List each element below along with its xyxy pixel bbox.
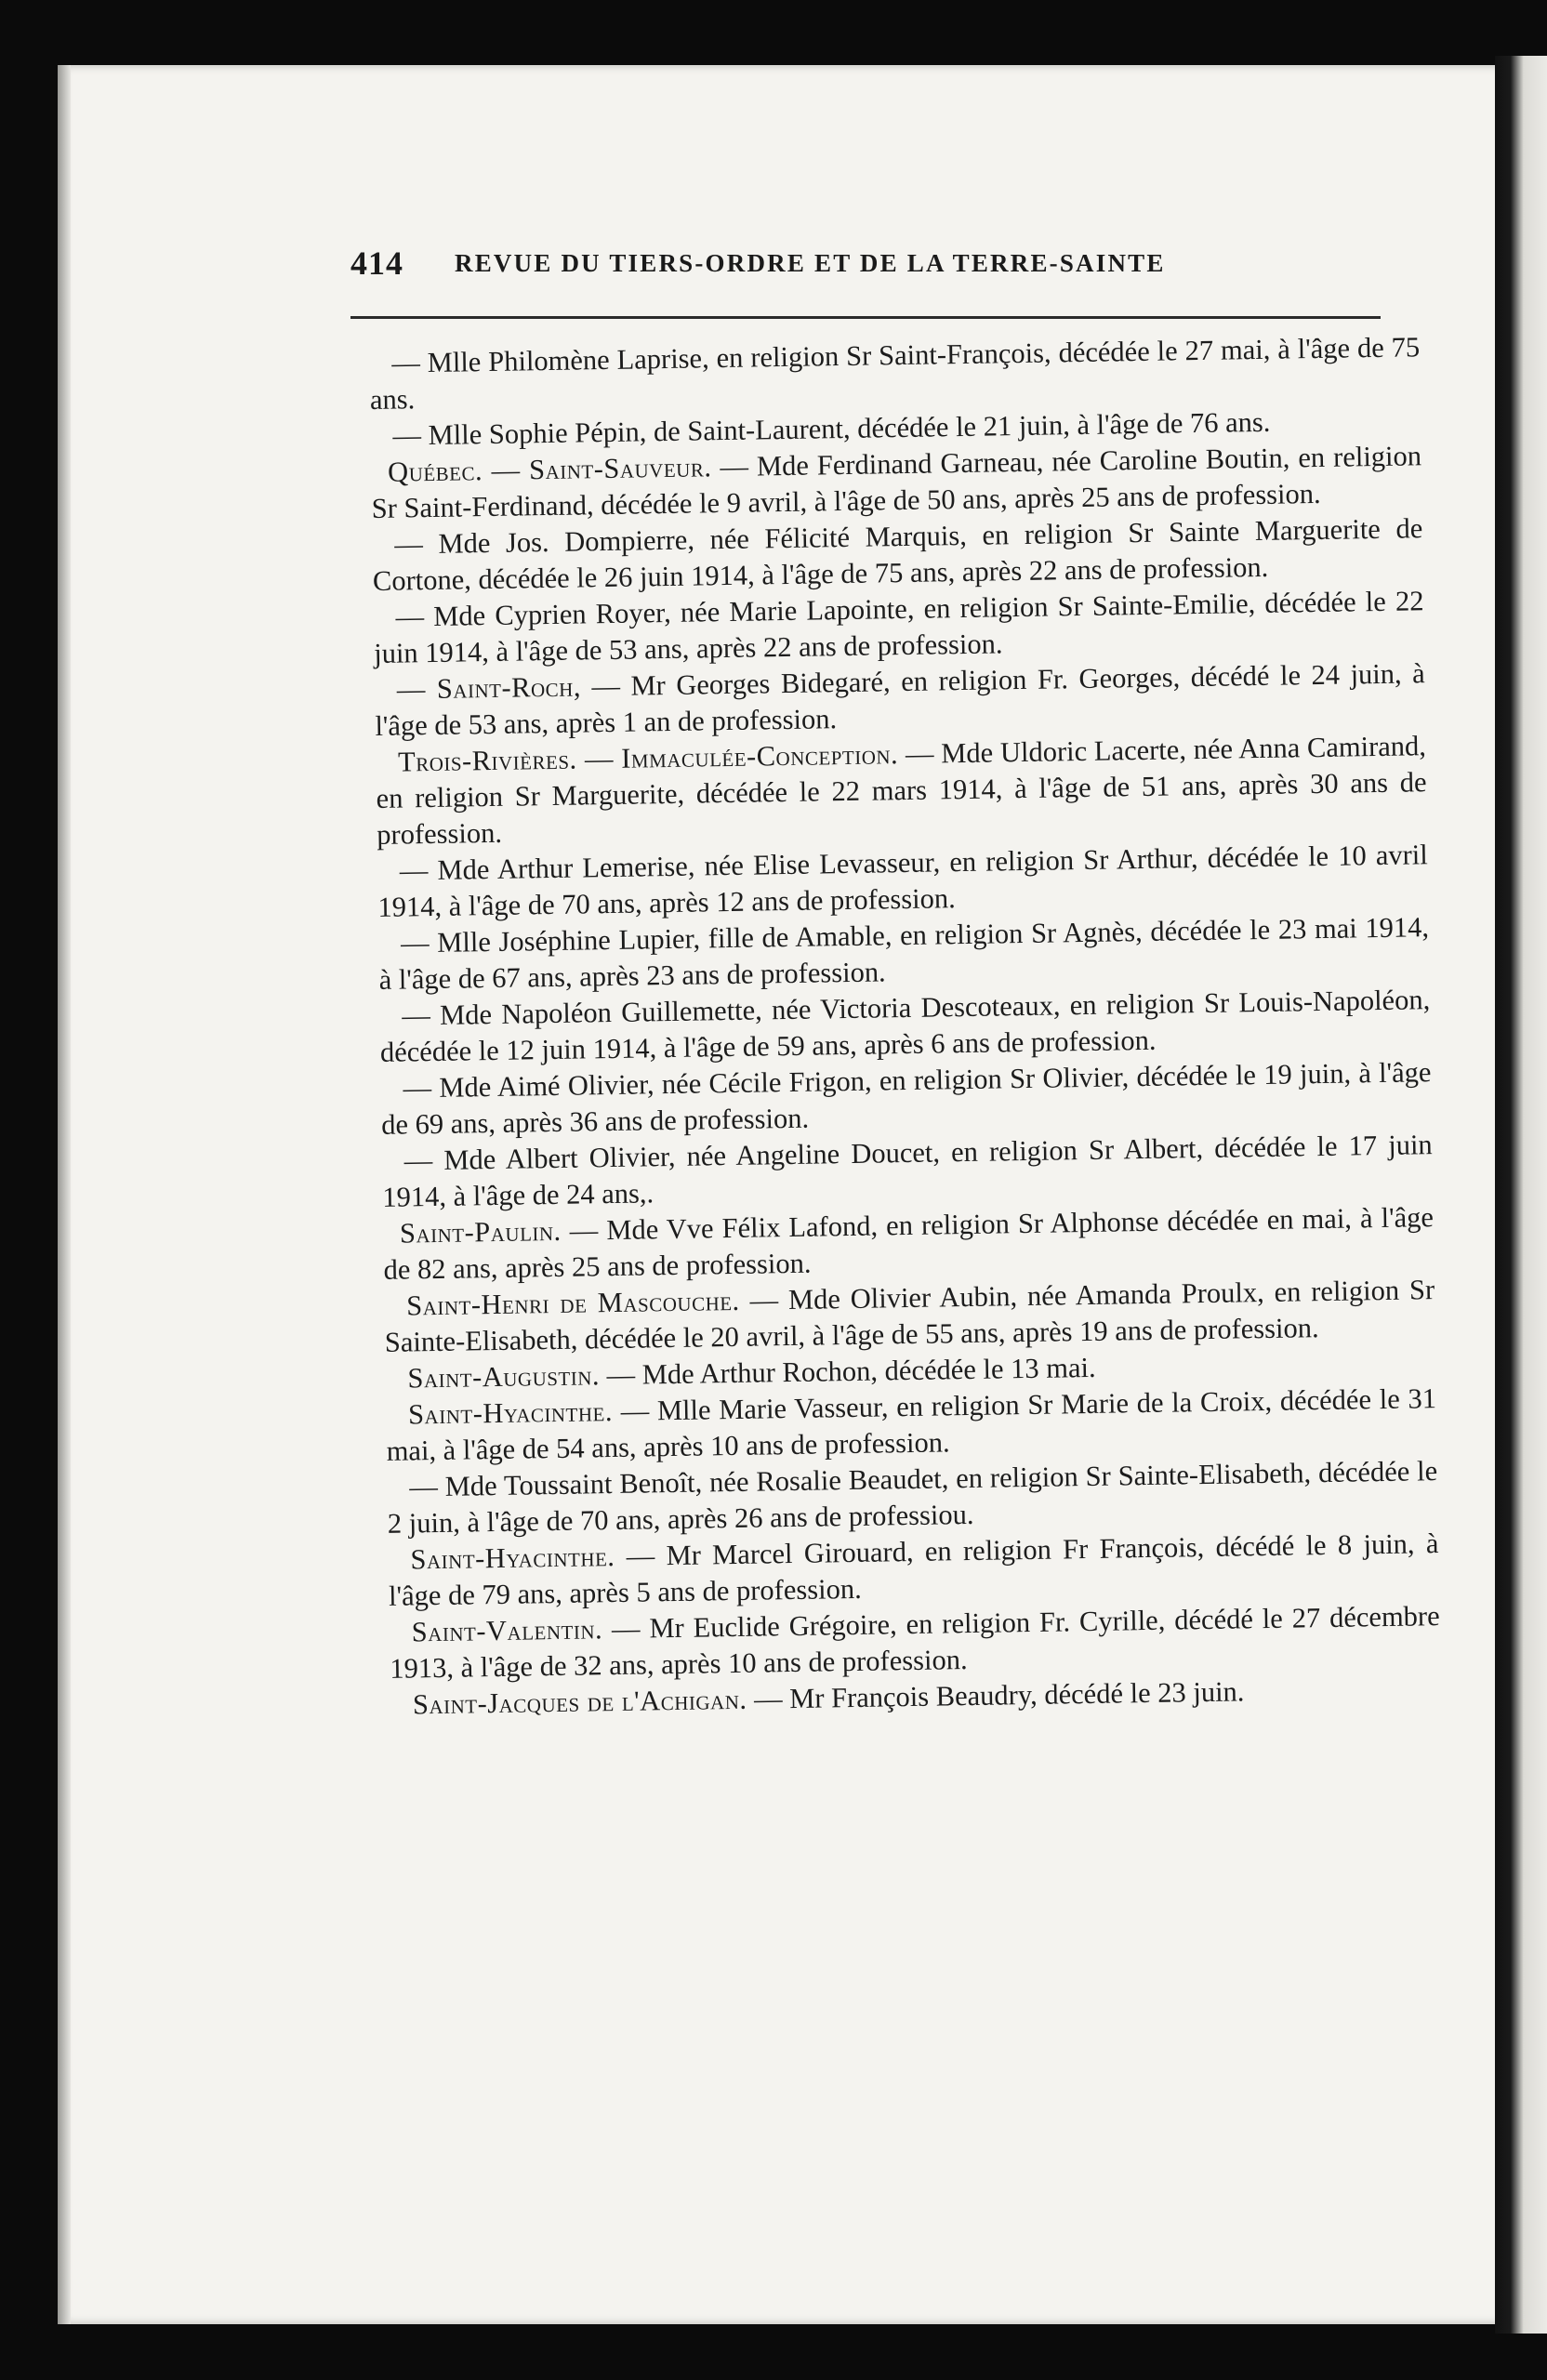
entry-text: — Mde Arthur Lemerise, née Elise Levasseur, en religion Sr Arthur, décédée le 10 avril 1914, à l'âge de 70 ans, après 12 ans de profession.	[377, 839, 1429, 923]
entry-text: — Mlle Sophie Pépin, de Saint-Laurent, décédée le 21 juin, à l'âge de 76 ans.	[392, 405, 1271, 452]
entry-place: Saint-Paulin.	[399, 1214, 562, 1250]
next-page-edge	[1495, 56, 1547, 2334]
body-text	[369, 329, 1441, 1724]
entry-place: Saint-Valentin.	[411, 1613, 603, 1648]
entry-text: — Mr François Beaudry, décédé le 23 juin.	[747, 1675, 1245, 1715]
entry-text: — Mde Aimé Olivier, née Cécile Frigon, en religion Sr Olivier, décédée le 19 juin, à l'âge de 69 ans, après 36 ans de profession.	[380, 1056, 1432, 1141]
entry-place: Saint-Jacques de l'Achigan.	[412, 1683, 747, 1721]
entry-text: — Mde Olivier Aubin, née Amanda Proulx, en religion Sr Sainte-Elisabeth, décédée le 20 avril, à l'âge de 55 ans, après 19 ans de profession.	[384, 1274, 1435, 1358]
entry-text: — Mde Vve Félix Lafond, en religion Sr Alphonse décédée en mai, à l'âge de 82 ans, après 25 ans de profession.	[383, 1201, 1435, 1286]
entry-text: — Mlle Joséphine Lupier, fille de Amable, en religion Sr Agnès, décédée le 23 mai 1914, à l'âge de 67 ans, après 23 ans de profession.	[378, 911, 1430, 996]
page-number: 414	[350, 245, 403, 282]
page-edge	[58, 65, 71, 2324]
entry-text: — Mde Albert Olivier, née Angeline Doucet, en religion Sr Albert, décédée le 17 juin 1914, à l'âge de 24 ans,.	[382, 1129, 1433, 1213]
entry-place: Saint-Hyacinthe.	[407, 1395, 614, 1431]
entry-place: Saint-Hyacinthe.	[410, 1540, 615, 1576]
header-rule	[350, 316, 1381, 319]
entry-text: — Mde Uldoric Lacerte, née Anna Camirand, en religion Sr Marguerite, décédée le 22 mars 1914, à l'âge de 51 ans, après 30 ans de profession.	[376, 730, 1427, 851]
page-header	[350, 240, 1381, 286]
entry-place: Saint-Henri de Mascouche.	[405, 1284, 740, 1322]
entry-place: — Saint-Roch,	[396, 670, 582, 706]
entry-text: — Mde Arthur Rochon, décédée le 13 mai.	[599, 1351, 1096, 1392]
entry	[376, 728, 1428, 853]
entry-text: — Mde Ferdinand Garneau, née Caroline Boutin, en religion Sr Saint-Ferdinand, décédée le 9 avril, à l'âge de 50 ans, après 25 ans de profession.	[371, 440, 1422, 524]
entry-text: — Mlle Marie Vasseur, en religion Sr Marie de la Croix, décédée le 31 mai, à l'âge de 54 ans, après 10 ans de profession.	[386, 1382, 1437, 1467]
entry-text: — Mde Cyprien Royer, née Marie Lapointe, en religion Sr Sainte-Emilie, décédée le 22 juin 1914, à l'âge de 53 ans, après 22 ans de profession.	[373, 585, 1424, 669]
entry-place: Saint-Augustin.	[407, 1359, 601, 1395]
entry-text: — Mlle Philomène Laprise, en religion Sr Saint-François, décédée le 27 mai, à l'âge de 75 ans.	[369, 331, 1421, 416]
entry-place: Trois-Rivières. — Immaculée-Conception.	[397, 738, 899, 778]
entry-text: — Mde Jos. Dompierre, née Félicité Marquis, en religion Sr Sainte Marguerite de Cortone, décédée le 26 juin 1914, à l'âge de 75 ans, après 22 ans de profession.	[372, 512, 1423, 597]
running-title: REVUE DU TIERS-ORDRE ET DE LA TERRE-SAINTE	[455, 249, 1166, 277]
entry-text: — Mde Toussaint Benoît, née Rosalie Beaudet, en religion Sr Sainte-Elisabeth, décédée le 2 juin, à l'âge de 70 ans, après 26 ans de professiou.	[387, 1455, 1438, 1540]
entry-text: — Mr Marcel Girouard, en religion Fr François, décédé le 8 juin, à l'âge de 79 ans, après 5 ans de profession.	[388, 1527, 1439, 1612]
entry-text: — Mr Georges Bidegaré, en religion Fr. Georges, décédé le 24 juin, à l'âge de 53 ans, après 1 an de profession.	[375, 657, 1425, 742]
entry-text: — Mr Euclide Grégoire, en religion Fr. Cyrille, décédé le 27 décembre 1913, à l'âge de 32 ans, après 10 ans de profession.	[390, 1600, 1440, 1685]
entry-text: — Mde Napoléon Guillemette, née Victoria Descoteaux, en religion Sr Louis-Napoléon, décédée le 12 juin 1914, à l'âge de 59 ans, après 6 ans de profession.	[379, 984, 1431, 1068]
entry-place: Québec. — Saint-Sauveur.	[387, 451, 712, 488]
